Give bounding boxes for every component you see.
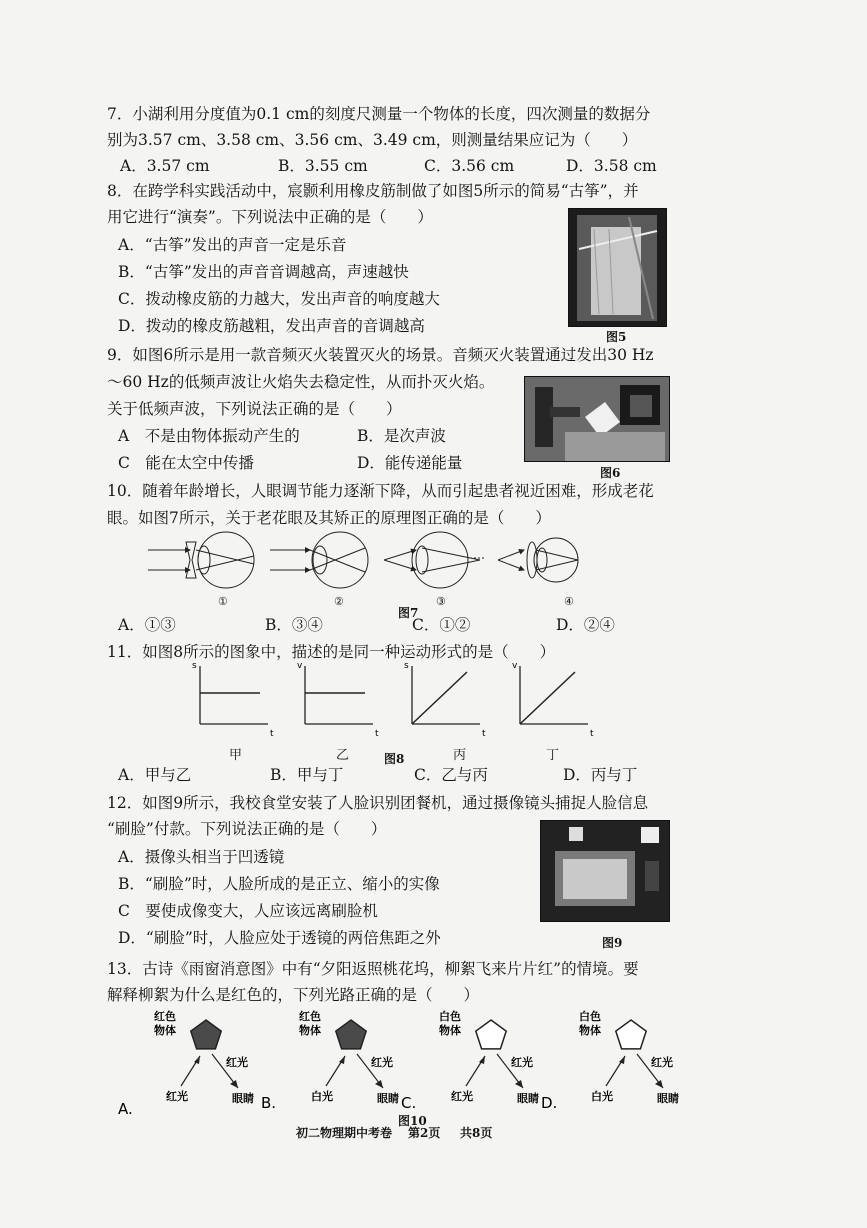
- graph-y-label: s: [404, 661, 409, 671]
- object-label-line1: 白色: [579, 1010, 601, 1023]
- option-letter: A.: [118, 1100, 133, 1116]
- light-path-diagram-2: [261, 1009, 399, 1112]
- object-label-line2: 物体: [579, 1024, 601, 1037]
- q10-stem-line1: 10．随着年龄增长，人眼调节能力逐渐下降，从而引起患者视近困难，形成老花: [107, 482, 654, 500]
- option-letter: C.: [401, 1094, 417, 1112]
- q8-stem-line2: 用它进行“演奏”。下列说法中正确的是（ ）: [107, 208, 433, 226]
- eye-diagram-2: [270, 532, 368, 588]
- q13-stem-line1: 13．古诗《雨窗消意图》中有“夕阳返照桃花坞，柳絮飞来片片红”的情境。要: [107, 960, 639, 978]
- q11-stem-line1: 11．如图8所示的图象中，描述的是同一种运动形式的是（ ）: [107, 643, 556, 661]
- guzheng-image: [569, 209, 666, 326]
- graph-x-label: t: [270, 729, 274, 739]
- graph-x-label: t: [375, 729, 379, 739]
- eye-label-1: ①: [218, 595, 228, 608]
- eye-label: 眼睛: [657, 1092, 679, 1105]
- eye-label: 眼睛: [517, 1092, 539, 1105]
- motion-graph-4: [512, 661, 594, 739]
- reflected-arrow: [655, 1080, 663, 1088]
- q8-option-c: C．拨动橡皮筋的力越大，发出声音的响度越大: [118, 290, 440, 308]
- footer-page: 第2页: [408, 1126, 441, 1140]
- q9-option-d: D．能传递能量: [357, 454, 463, 472]
- graph-name-bing: 丙: [453, 748, 467, 763]
- figure-5-guzheng-photo: [568, 208, 667, 327]
- object-pentagon: [191, 1020, 221, 1049]
- reflected-arrow: [515, 1080, 523, 1088]
- q9-option-a: A 不是由物体振动产生的: [118, 427, 300, 445]
- object-label-line2: 物体: [154, 1024, 176, 1037]
- extinguisher-image: [525, 377, 669, 461]
- reflected-light-label: 红光: [226, 1056, 248, 1069]
- incident-light-label: 红光: [166, 1090, 188, 1103]
- incident-arrow: [479, 1056, 485, 1064]
- q7-option-c: C．3.56 cm: [424, 157, 515, 175]
- q12-option-a: A．摄像头相当于凹透镜: [118, 848, 285, 866]
- figure-8-motion-graphs: [180, 658, 600, 748]
- figure-10-caption: 图10: [398, 1114, 427, 1128]
- figure-9-face-recognition-photo: [540, 820, 670, 922]
- incident-arrow: [619, 1056, 625, 1064]
- eye-diagram-3: [384, 532, 485, 588]
- graph-name-ding: 丁: [546, 748, 560, 763]
- q9-stem-line2: ～60 Hz的低频声波让火焰失去稳定性，从而扑灭火焰。: [107, 373, 495, 391]
- light-path-diagram-4: [541, 1009, 679, 1112]
- eye-label: 眼睛: [377, 1092, 399, 1105]
- eye-diagram-4: [498, 538, 578, 582]
- incident-light-label: 白光: [591, 1090, 613, 1103]
- graph-line: [412, 672, 467, 724]
- option-letter: D.: [541, 1094, 558, 1112]
- q12-option-d: D．“刷脸”时，人脸应处于透镜的两倍焦距之外: [118, 929, 441, 947]
- eye-label-3: ③: [436, 595, 446, 608]
- reflected-light-label: 红光: [651, 1056, 673, 1069]
- object-label-line2: 物体: [299, 1024, 321, 1037]
- figure-6-caption: 图6: [600, 466, 621, 480]
- q10-option-d: D．②④: [556, 616, 615, 634]
- motion-graph-1: [192, 661, 274, 739]
- reflected-light-label: 红光: [371, 1056, 393, 1069]
- figure-6-fire-extinguisher-photo: [524, 376, 670, 462]
- footer-title: 初二物理期中考卷: [296, 1126, 393, 1140]
- option-letter: B.: [261, 1094, 277, 1112]
- q12-option-b: B．“刷脸”时，人脸所成的是正立、缩小的实像: [118, 875, 440, 893]
- incident-arrow: [194, 1056, 200, 1064]
- q7-option-d: D．3.58 cm: [566, 157, 657, 175]
- q8-option-a: A．“古筝”发出的声音一定是乐音: [118, 236, 347, 254]
- eye-label-4: ④: [564, 595, 574, 608]
- q11-option-a: A．甲与乙: [118, 766, 192, 784]
- figure-9-caption: 图9: [602, 936, 623, 950]
- q9-stem-line3: 关于低频声波，下列说法正确的是（ ）: [107, 400, 402, 418]
- reflected-arrow: [230, 1080, 238, 1088]
- figure-5-caption: 图5: [606, 330, 627, 344]
- object-pentagon: [476, 1020, 506, 1049]
- q12-option-c: C 要使成像变大，人应该远离刷脸机: [118, 902, 378, 920]
- q10-option-b: B．③④: [265, 616, 323, 634]
- q12-stem-line1: 12．如图9所示，我校食堂安装了人脸识别团餐机，通过摄像镜头捕捉人脸信息: [107, 794, 649, 812]
- graph-x-label: t: [590, 729, 594, 739]
- figure-8-caption: 图8: [384, 752, 405, 766]
- graph-line: [520, 672, 575, 724]
- footer-total: 共8页: [460, 1126, 493, 1140]
- object-label-line1: 红色: [299, 1010, 321, 1023]
- graph-y-label: s: [192, 661, 197, 671]
- graph-name-jia: 甲: [229, 748, 243, 763]
- motion-graph-2: [297, 661, 379, 739]
- eye-label: 眼睛: [232, 1092, 254, 1105]
- object-pentagon: [616, 1020, 646, 1049]
- motion-graph-3: [404, 661, 486, 739]
- figure-7-caption: 图7: [398, 606, 419, 620]
- object-label-line2: 物体: [439, 1024, 461, 1037]
- graph-x-label: t: [482, 729, 486, 739]
- q11-option-b: B．甲与丁: [270, 766, 344, 784]
- q8-option-d: D．拨动的橡皮筋越粗，发出声音的音调越高: [118, 317, 425, 335]
- object-label-line1: 白色: [439, 1010, 461, 1023]
- eye-diagram-1: [148, 532, 254, 588]
- q8-stem-line1: 8．在跨学科实践活动中，宸颢利用橡皮筋制做了如图5所示的简易“古筝”，并: [107, 182, 639, 200]
- q11-option-d: D．丙与丁: [563, 766, 638, 784]
- q8-option-b: B．“古筝”发出的声音音调越高，声速越快: [118, 263, 409, 281]
- q9-option-c: C 能在太空中传播: [118, 454, 254, 472]
- eye-label-2: ②: [334, 595, 344, 608]
- figure-7-eye-diagrams: [140, 528, 580, 612]
- object-pentagon: [336, 1020, 366, 1049]
- q7-stem-line2: 别为3.57 cm、3.58 cm、3.56 cm、3.49 cm，则测量结果应记为（ ）: [107, 131, 638, 149]
- q9-option-b: B．是次声波: [357, 427, 446, 445]
- q13-stem-line2: 解释柳絮为什么是红色的，下列光路正确的是（ ）: [107, 986, 480, 1004]
- figure-10-light-path-diagrams: [116, 1006, 706, 1116]
- q9-stem-line1: 9．如图6所示是用一款音频灭火装置灭火的场景。音频灭火装置通过发出30 Hz: [107, 346, 654, 364]
- light-path-diagram-1: [118, 1009, 254, 1116]
- graph-name-yi: 乙: [336, 748, 350, 763]
- q7-option-a: A．3.57 cm: [120, 157, 210, 175]
- q7-option-b: B．3.55 cm: [278, 157, 368, 175]
- light-path-diagram-3: [401, 1009, 539, 1112]
- q11-option-c: C．乙与丙: [414, 766, 488, 784]
- q7-stem-line1: 7．小湖利用分度值为0.1 cm的刻度尺测量一个物体的长度，四次测量的数据分: [107, 105, 651, 123]
- graph-y-label: v: [512, 661, 518, 671]
- reflected-arrow: [375, 1080, 383, 1088]
- q12-stem-line2: “刷脸”付款。下列说法正确的是（ ）: [107, 820, 387, 838]
- incident-light-label: 白光: [311, 1090, 333, 1103]
- q10-option-c: C．①②: [412, 616, 471, 634]
- q10-stem-line2: 眼。如图7所示，关于老花眼及其矫正的原理图正确的是（ ）: [107, 509, 551, 527]
- incident-arrow: [339, 1056, 345, 1064]
- object-label-line1: 红色: [154, 1010, 176, 1023]
- graph-y-label: v: [297, 661, 303, 671]
- reflected-light-label: 红光: [511, 1056, 533, 1069]
- q10-option-a: A．①③: [118, 616, 176, 634]
- incident-light-label: 红光: [451, 1090, 473, 1103]
- face-recognition-image: [541, 821, 669, 921]
